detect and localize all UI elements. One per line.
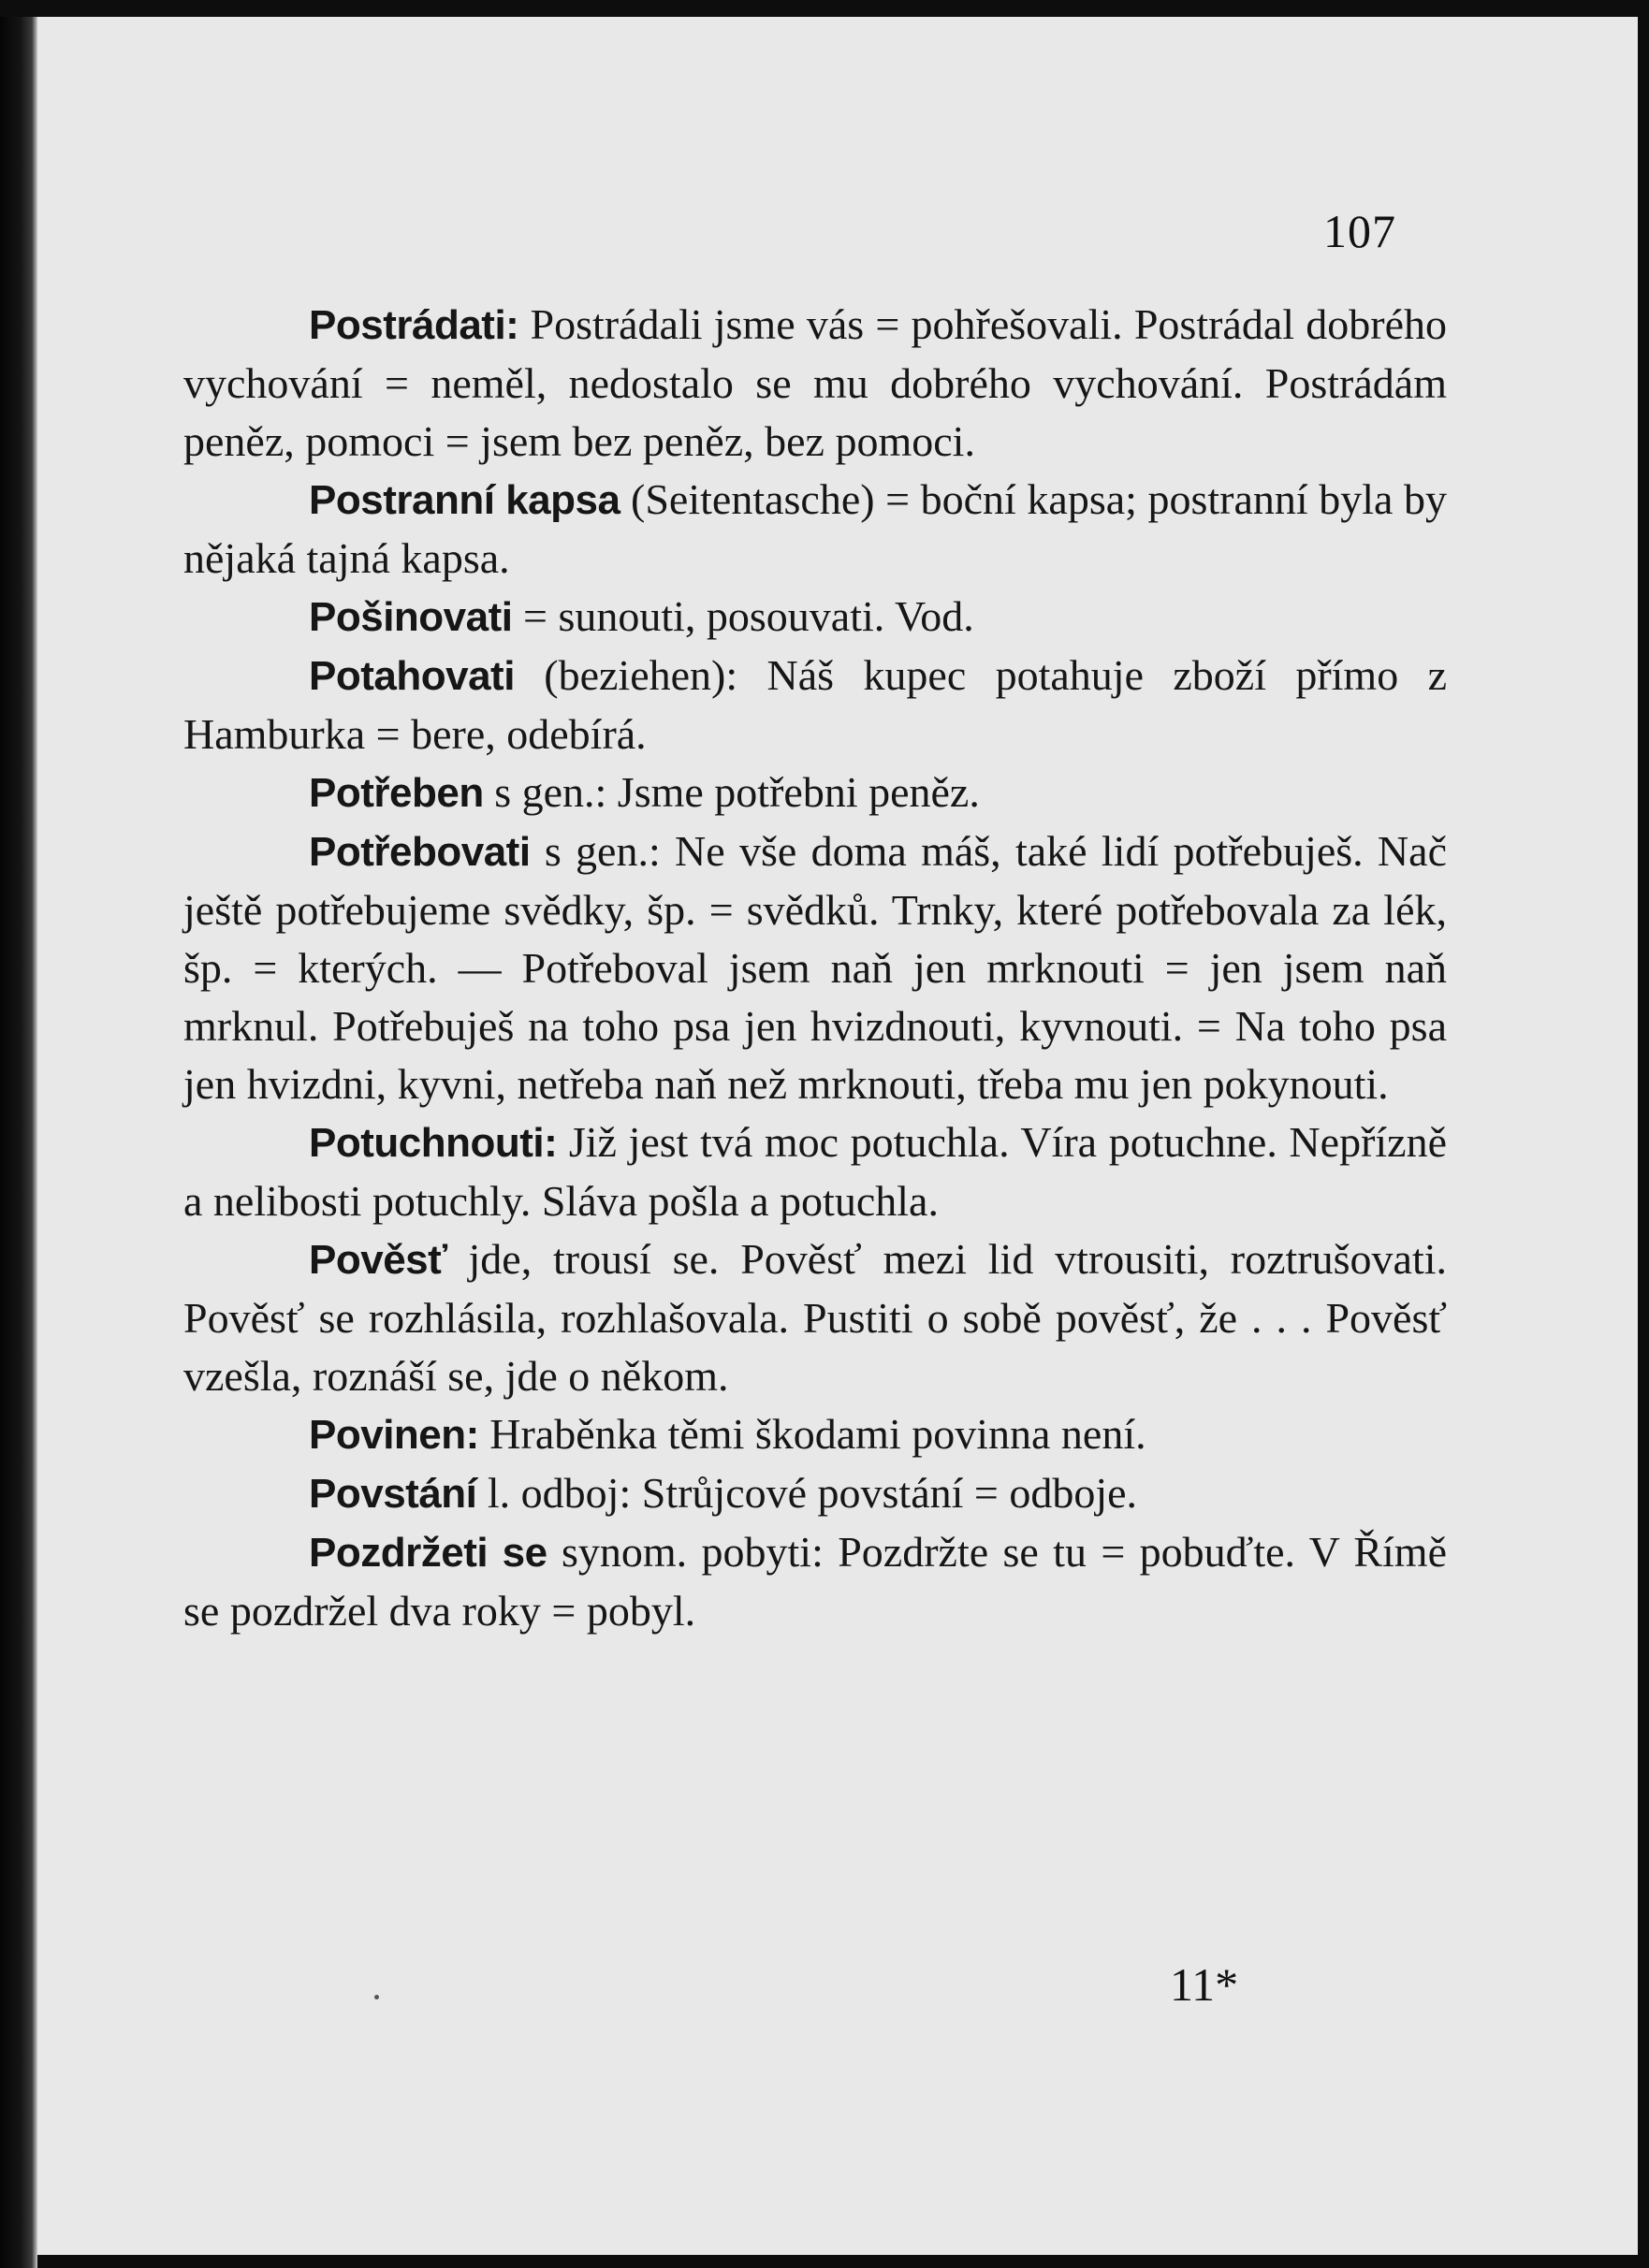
book-page bbox=[37, 17, 1638, 2255]
entry-headword: Pozdržeti se bbox=[309, 1530, 547, 1576]
entry bbox=[183, 1405, 1447, 1464]
entry-text: l. odboj: Strůjcové povstání = odboje. bbox=[476, 1469, 1138, 1517]
entry-headword: Povstání bbox=[309, 1471, 477, 1517]
entry bbox=[183, 1230, 1447, 1405]
entry-headword: Postrádati: bbox=[309, 302, 519, 348]
entry-headword: Potřeben bbox=[309, 770, 484, 816]
entry-headword: Potahovati bbox=[309, 653, 515, 699]
entry-headword: Potuchnouti: bbox=[309, 1120, 558, 1166]
entry bbox=[183, 1523, 1447, 1640]
entry-headword: Povinen: bbox=[309, 1412, 479, 1458]
entry-headword: Pověsť bbox=[309, 1237, 447, 1283]
print-speck bbox=[374, 1995, 379, 1999]
book-binding-edge bbox=[0, 17, 37, 2268]
entry bbox=[183, 763, 1447, 822]
entry-headword: Pošinovati bbox=[309, 594, 513, 640]
entry-text: Již jest tvá moc potuchla. Víra potuchne. Nepřízně a nelibosti potuchly. Sláva pošla a potuchla. bbox=[183, 1118, 1447, 1225]
entry-text: s gen.: Ne vše doma máš, také lidí potřebuješ. Nač ještě potřebujeme svědky, šp. = svědků. Trnky, které potřebovala za lék, šp. = kterých. — Potřeboval jsem naň jen mrknouti = jen jsem naň mrknul. Potřebuješ na toho psa jen hvizdnouti, kyvnouti. = Na toho psa jen hvizdni, kyvni, netřeba naň než mrknouti, třeba mu jen pokynouti. bbox=[183, 827, 1447, 1108]
page-number: 107 bbox=[1323, 205, 1396, 257]
entry bbox=[183, 588, 1447, 647]
entry bbox=[183, 647, 1447, 763]
entry-text: jde, trousí se. Pověsť mezi lid vtrousiti, roztrušovati. Pověsť se rozhlásila, rozhlašovala. Pustiti o sobě pověsť, že . . . Pověsť vzešla, roznáší se, jde o někom. bbox=[183, 1235, 1447, 1400]
entry-text: (beziehen): Náš kupec potahuje zboží přímo z Hamburka = bere, odebírá. bbox=[183, 651, 1447, 758]
entry bbox=[183, 1113, 1447, 1230]
entry bbox=[183, 1464, 1447, 1523]
entry-text: Hraběnka těmi škodami povinna není. bbox=[478, 1410, 1146, 1458]
entry-text: s gen.: Jsme potřebni peněz. bbox=[483, 768, 980, 816]
entry bbox=[183, 471, 1447, 588]
entry-text: Postrádali jsme vás = pohřešovali. Postrádal dobrého vychování = neměl, nedostalo se mu dobrého vychování. Postrádám peněz, pomoci = jsem bez peněz, bez pomoci. bbox=[183, 300, 1447, 465]
entry bbox=[183, 296, 1447, 471]
dictionary-entries bbox=[183, 296, 1447, 1640]
printer-signature-mark: 11* bbox=[1170, 1958, 1239, 2011]
entry-headword: Postranní kapsa bbox=[309, 477, 620, 523]
entry-text: (Seitentasche) = boční kapsa; postranní byla by nějaká tajná kapsa. bbox=[183, 475, 1447, 582]
entry bbox=[183, 822, 1447, 1113]
entry-text: synom. pobyti: Pozdržte se tu = pobuďte. V Římě se pozdržel dva roky = pobyl. bbox=[183, 1528, 1447, 1635]
entry-text: = sunouti, posouvati. Vod. bbox=[512, 592, 974, 640]
entry-headword: Potřebovati bbox=[309, 829, 531, 875]
